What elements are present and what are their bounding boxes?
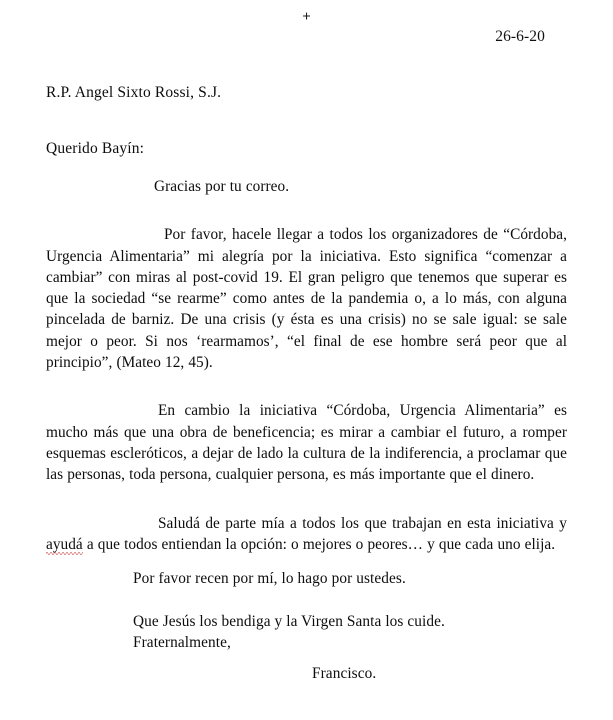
paragraph-spacer — [46, 212, 567, 224]
paragraph-initiative-joy: Por favor, hacele llegar a todos los organizadores de “Córdoba, Urgencia Alimentaria” mi alegría por la iniciativa. Esto significa “comenzar a cambiar” con miras al post-covid 19. El gran peligro que tenemos que superar es que la sociedad “se rearme” como antes de la pandemia o, a lo más, con alguna pincelada de barniz. De una crisis (y ésta es una crisis) no se sale igual: se sale mejor o peor. Si nos ‘rearmamos’, “el final de ese hombre será peor que al principio”, (Mateo 12, 45). — [46, 226, 567, 372]
paragraph-thanks: Gracias por tu correo. — [154, 178, 290, 195]
letter-closing — [133, 568, 573, 653]
misspelled-word-ayuda: ayudá — [46, 535, 83, 553]
closing-line-prayer: Por favor recen por mí, lo hago por ustedes. — [133, 570, 406, 587]
paragraph-spacer — [46, 501, 567, 513]
salutation-line: Querido Bayín: — [46, 140, 145, 157]
signature-line: Francisco. — [312, 665, 377, 682]
cross-symbol: + — [302, 9, 311, 25]
paragraph-greeting-help-before: Saludá de parte mía a todos los que trabajan en esta iniciativa y — [158, 514, 567, 532]
paragraph-spacer — [46, 388, 567, 400]
closing-line-blessing: Que Jesús los bendiga y la Virgen Santa los cuide. — [133, 613, 445, 630]
paragraph-beneficence: En cambio la iniciativa “Córdoba, Urgencia Alimentaria” es mucho más que una obra de beneficencia; es mirar a cambiar el futuro, a romper esquemas escleróticos, a dejar de lado la cultura de la indiferencia, a proclamar que las personas, toda persona, cualquier persona, es más importante que el dinero. — [46, 402, 567, 484]
paragraph-greeting-help-after: a que todos entiendan la opción: o mejores o peores… y que cada uno elija. — [82, 535, 556, 553]
paragraph-greeting-help — [46, 513, 567, 556]
addressee-line: R.P. Angel Sixto Rossi, S.J. — [46, 84, 222, 101]
letter-body — [46, 176, 567, 570]
closing-line-fraternally: Fraternalmente, — [133, 634, 231, 651]
closing-spacer — [133, 589, 573, 611]
letter-date: 26-6-20 — [495, 28, 545, 45]
